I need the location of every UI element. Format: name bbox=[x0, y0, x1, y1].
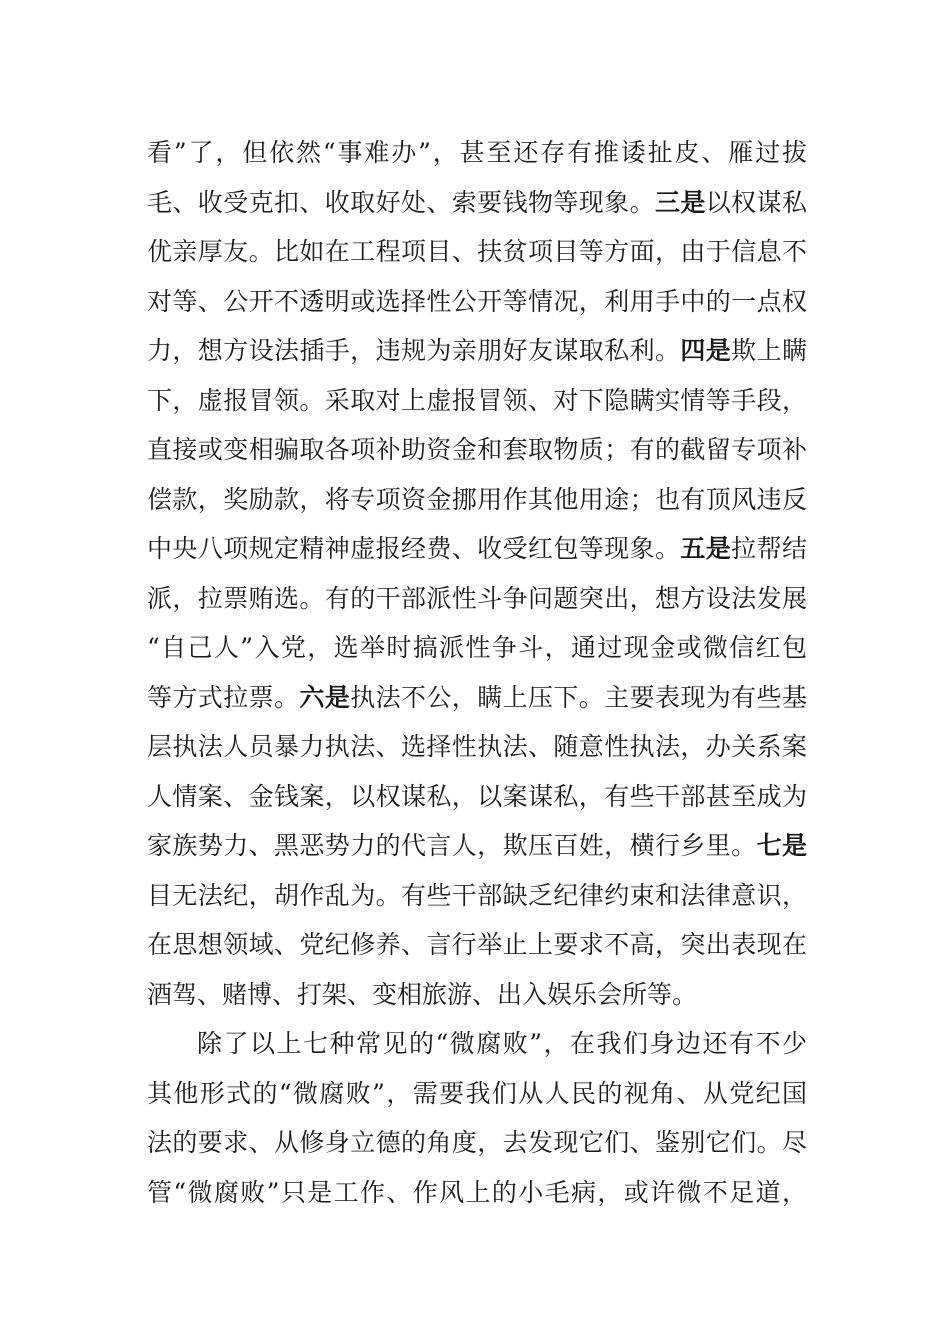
text-segment: 其他形式的“微腐败”，需要我们从人民的视角、从党纪国 bbox=[147, 1078, 807, 1108]
text-segment: 直接或变相骗取各项补助资金和套取物质；有的截留专项补 bbox=[147, 435, 807, 464]
text-line bbox=[147, 524, 807, 574]
text-segment: 以权谋私 bbox=[705, 187, 807, 217]
text-line bbox=[147, 673, 807, 723]
body-text bbox=[147, 128, 807, 1217]
text-segment: 偿款，奖励款，将专项资金挪用作其他用途；也有顶风违反 bbox=[147, 484, 807, 514]
text-line bbox=[147, 574, 807, 624]
bold-lead-term: 六是 bbox=[299, 682, 351, 712]
text-line bbox=[147, 475, 807, 525]
text-line bbox=[147, 227, 807, 277]
text-line bbox=[147, 376, 807, 426]
text-line bbox=[147, 178, 807, 228]
text-line bbox=[147, 128, 807, 178]
bold-lead-term: 四是 bbox=[680, 336, 732, 365]
text-segment: 除了以上七种常见的“微腐败”，在我们身边还有不少 bbox=[197, 1029, 807, 1058]
text-segment: 毛、收受克扣、收取好处、索要钱物等现象。 bbox=[147, 187, 655, 217]
text-segment: 管“微腐败”只是工作、作风上的小毛病，或许微不足道， bbox=[147, 1177, 807, 1207]
text-line bbox=[147, 920, 807, 970]
text-line bbox=[147, 1069, 807, 1119]
text-line bbox=[147, 277, 807, 327]
text-line bbox=[147, 1118, 807, 1168]
text-segment: “自己人”入党，选举时搞派性争斗，通过现金或微信红包 bbox=[147, 633, 807, 662]
text-segment: 酒驾、赌博、打架、变相旅游、出入娱乐会所等。 bbox=[147, 979, 698, 1009]
text-line bbox=[147, 871, 807, 921]
text-segment: 执法不公，瞒上压下。主要表现为有些基 bbox=[350, 682, 807, 712]
text-segment: 优亲厚友。比如在工程项目、扶贫项目等方面，由于信息不 bbox=[147, 237, 807, 266]
text-line bbox=[147, 1019, 807, 1069]
text-segment: 看”了，但依然“事难办”，甚至还存有推诿扯皮、雁过拔 bbox=[147, 138, 807, 167]
bold-lead-term: 七是 bbox=[756, 831, 807, 860]
text-segment: 中央八项规定精神虚报经费、收受红包等现象。 bbox=[147, 534, 681, 563]
text-segment: 法的要求、从修身立德的角度，去发现它们、鉴别它们。尽 bbox=[147, 1128, 807, 1157]
text-segment: 拉帮结 bbox=[731, 534, 807, 563]
text-line bbox=[147, 772, 807, 822]
text-segment: 欺上瞒 bbox=[731, 336, 807, 365]
text-line bbox=[147, 722, 807, 772]
text-line bbox=[147, 623, 807, 673]
text-segment: 层执法人员暴力执法、选择性执法、随意性执法，办关系案 bbox=[147, 732, 807, 761]
text-segment: 在思想领域、党纪修养、言行举止上要求不高，突出表现在 bbox=[147, 930, 807, 959]
text-line bbox=[147, 1168, 807, 1218]
text-line bbox=[147, 326, 807, 376]
bold-lead-term: 五是 bbox=[680, 534, 732, 563]
text-segment: 目无法纪，胡作乱为。有些干部缺乏纪律约束和法律意识， bbox=[147, 880, 807, 910]
text-segment: 力，想方设法插手，违规为亲朋好友谋取私利。 bbox=[147, 336, 681, 365]
text-segment: 等方式拉票。 bbox=[147, 682, 300, 712]
text-segment: 对等、公开不透明或选择性公开等情况，利用手中的一点权 bbox=[147, 286, 807, 316]
bold-lead-term: 三是 bbox=[654, 187, 706, 217]
text-segment: 派，拉票贿选。有的干部派性斗争问题突出，想方设法发展 bbox=[147, 583, 807, 613]
text-segment: 家族势力、黑恶势力的代言人，欺压百姓，横行乡里。 bbox=[147, 831, 757, 860]
text-line bbox=[147, 970, 807, 1020]
text-line bbox=[147, 821, 807, 871]
text-line bbox=[147, 425, 807, 475]
text-segment: 人情案、金钱案，以权谋私，以案谋私，有些干部甚至成为 bbox=[147, 781, 807, 811]
text-segment: 下，虚报冒领。采取对上虚报冒领、对下隐瞒实情等手段， bbox=[147, 385, 807, 415]
